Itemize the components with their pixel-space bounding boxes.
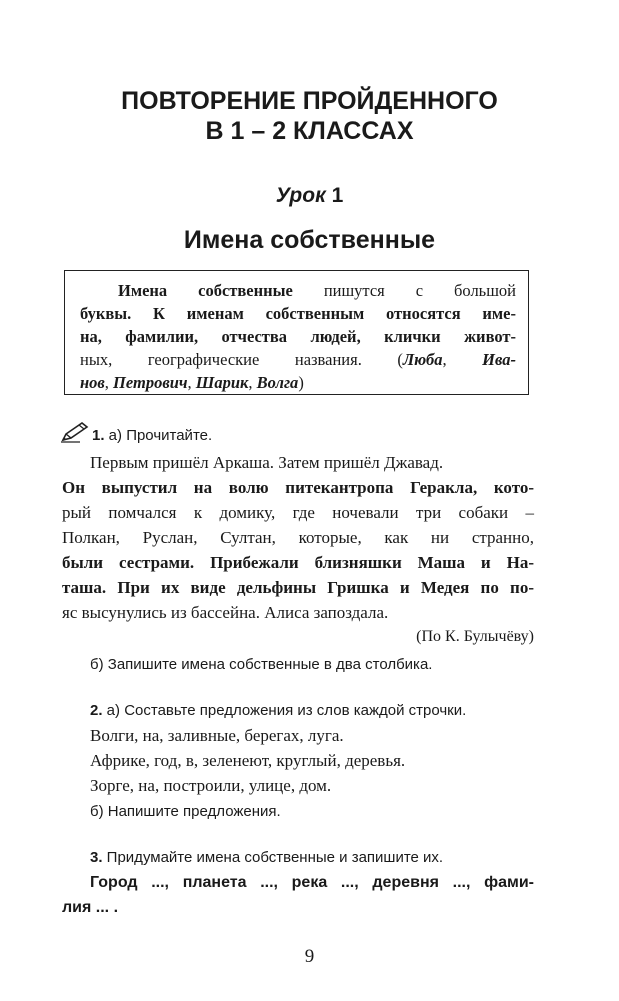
ex1-text-line: Первым пришёл Аркаша. Затем пришёл Джавад. <box>90 453 444 472</box>
pencil-icon <box>60 421 90 443</box>
ex2-line: Волги, на, заливные, берегах, луга. <box>90 726 344 745</box>
ex1-instruction-b: б) Запишите имена собственные в два столбика. <box>90 656 433 673</box>
lesson-word: Урок <box>275 184 326 207</box>
rule-line-4 <box>80 348 516 371</box>
rule-text: , <box>187 373 196 392</box>
ex1-heading <box>92 424 564 448</box>
ex3-line: Город ..., планета ..., река ..., деревня ..., фами- <box>90 874 534 891</box>
ex1-text-line: Полкан, Руслан, Султан, которые, как ни странно, <box>62 528 534 547</box>
chapter-title-line1: ПОВТОРЕНИЕ ПРОЙДЕННОГО <box>121 87 498 115</box>
rule-example: Петрович <box>113 373 188 392</box>
ex2-instruction-b: б) Напишите предложения. <box>90 803 281 820</box>
ex3-instruction: Придумайте имена собственные и запишите их. <box>102 849 444 866</box>
chapter-title-line2: В 1 – 2 КЛАССАХ <box>205 117 414 145</box>
rule-example: нов <box>80 373 105 392</box>
rule-text: , <box>442 350 483 369</box>
ex1-text-line: таша. При их виде дельфины Гришка и Медея по по- <box>62 578 534 597</box>
ex1-text-line: яс высунулись из бассейна. Алиса запоздала. <box>62 603 389 622</box>
rule-text: , <box>248 373 257 392</box>
ex3-number: 3. <box>90 849 103 866</box>
rule-line-5 <box>80 371 516 394</box>
ex1-text-line: рый помчался к домику, где ночевали три собаки – <box>62 503 534 522</box>
rule-example: Ива- <box>482 350 517 369</box>
rule-term: Имена собственные <box>118 281 293 300</box>
lesson-heading <box>0 184 619 208</box>
rule-line-2: буквы. К именам собственным относятся име- <box>80 304 516 323</box>
rule-line-3: на, фамилии, отчества людей, клички живот- <box>80 327 516 346</box>
ex2-heading <box>90 699 534 723</box>
rule-example: Люба <box>402 350 443 369</box>
rule-text: пишутся с большой <box>292 281 516 300</box>
ex1-number: 1. <box>92 427 105 444</box>
lesson-number: 1 <box>331 184 344 207</box>
ex1-text-line: были сестрами. Прибежали близняшки Маша и На- <box>62 553 534 572</box>
ex3-line: лия ... . <box>62 899 119 916</box>
ex1-text-line: Он выпустил на волю питекантропа Геракла, кото- <box>62 478 534 497</box>
topic-title: Имена собственные <box>183 226 436 254</box>
rule-text: ных, географические названия. <box>80 350 362 369</box>
ex3-heading <box>90 846 534 870</box>
ex2-line: Зорге, на, построили, улице, дом. <box>90 776 332 795</box>
rule-text: ( <box>361 350 403 369</box>
ex2-number: 2. <box>90 702 103 719</box>
ex2-line: Африке, год, в, зеленеют, круглый, деревья. <box>90 751 406 770</box>
rule-example: Волга <box>256 373 299 392</box>
ex1-instruction-a: а) Прочитайте. <box>104 427 213 444</box>
page-number: 9 <box>304 946 315 967</box>
ex1-source: (По К. Булычёву) <box>416 628 534 645</box>
rule-text: , <box>104 373 114 392</box>
ex2-instruction-a: а) Составьте предложения из слов каждой строчки. <box>102 702 467 719</box>
rule-line-1 <box>118 279 516 302</box>
rule-example: Шарик <box>195 373 249 392</box>
rule-text: ) <box>298 373 304 392</box>
